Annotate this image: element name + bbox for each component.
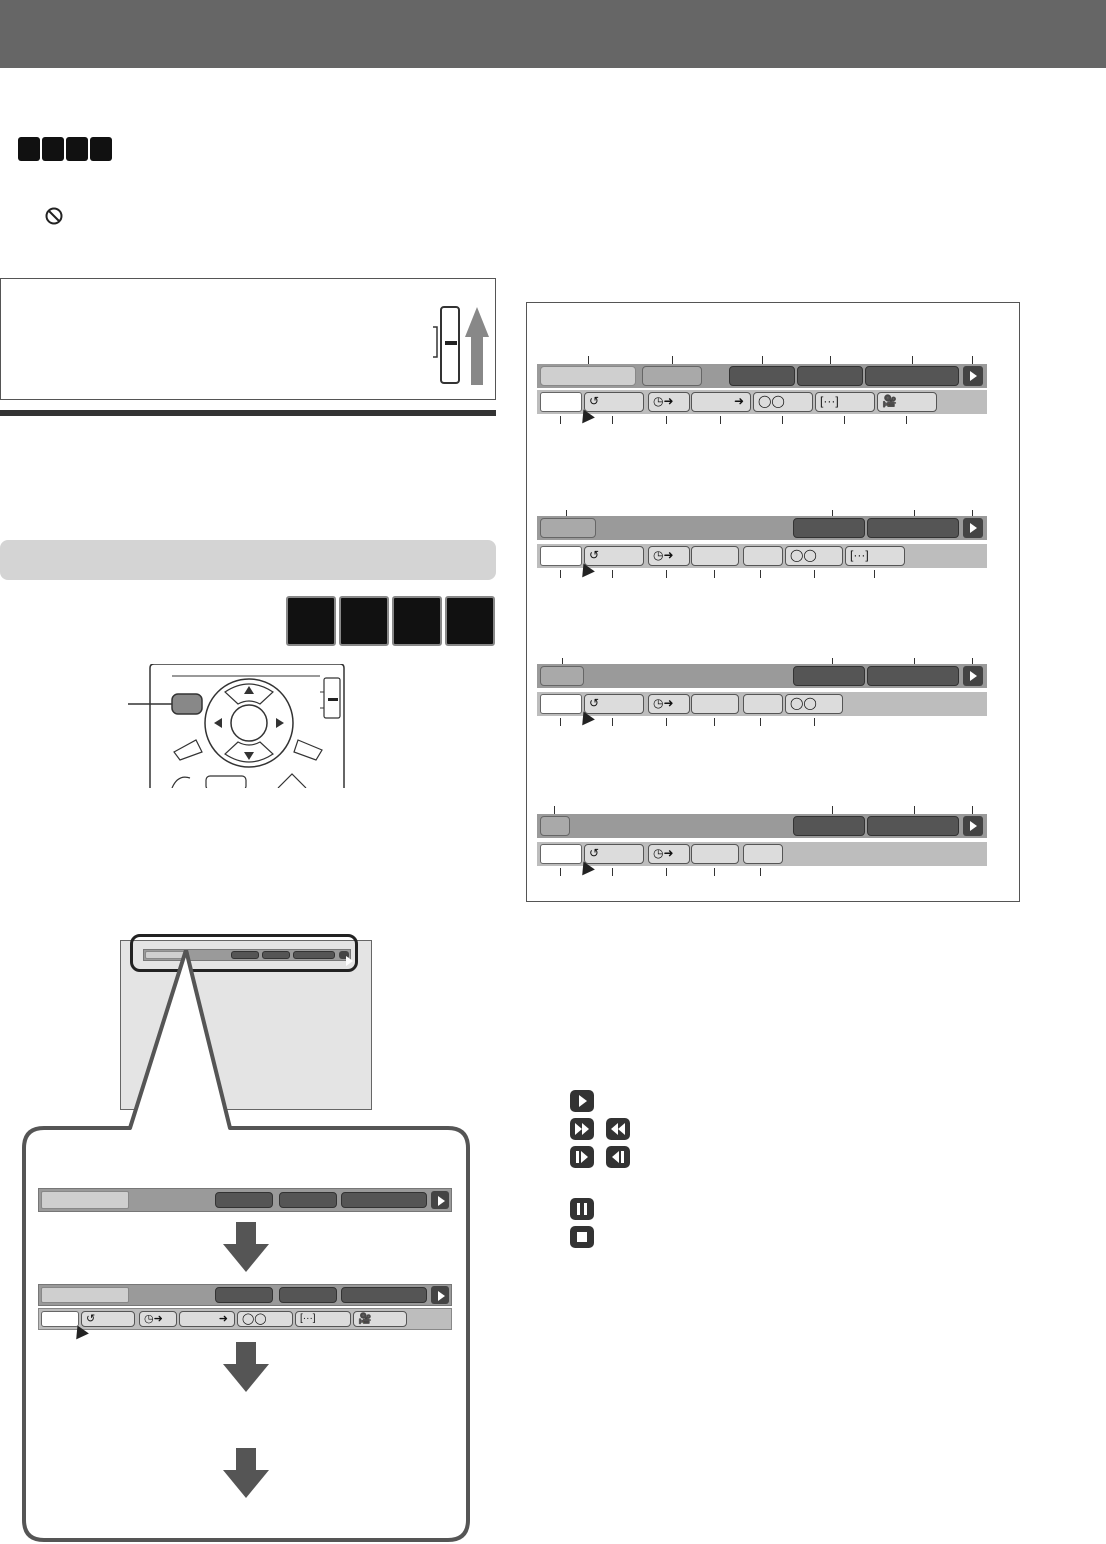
mode-switch-illustration xyxy=(425,301,495,391)
slow-reverse-icon xyxy=(606,1146,630,1168)
disc-type-badges xyxy=(18,137,112,161)
slow-forward-icon xyxy=(570,1146,594,1168)
diagram-4-menu-bar xyxy=(537,814,987,838)
prohibited-circle-icon xyxy=(44,206,64,226)
down-arrow-icon xyxy=(223,1222,269,1272)
callout-menu-bar-2 xyxy=(38,1284,452,1306)
callout-menu-bar-1 xyxy=(38,1188,452,1212)
diagram-1-menu-bar xyxy=(537,364,987,388)
stop-icon xyxy=(570,1226,594,1248)
disc-type-large-badges xyxy=(286,596,496,646)
down-arrow-icon xyxy=(223,1448,269,1498)
callout-sub-bar: ↺ ◷➜ ➜ ◯◯ [···] 🎥 xyxy=(38,1308,452,1330)
section-heading-bar xyxy=(0,540,496,580)
diagram-3-sub-bar: ↺ ◷➜ ◯◯ xyxy=(537,692,987,716)
down-arrow-icon xyxy=(223,1342,269,1392)
diagram-4-sub-bar: ↺ ◷➜ xyxy=(537,842,987,866)
section-rule xyxy=(0,410,496,416)
diagram-3-menu-bar xyxy=(537,664,987,688)
page-header-bar xyxy=(0,0,1106,68)
note-box xyxy=(0,278,496,400)
play-icon xyxy=(570,1090,594,1112)
pause-icon xyxy=(570,1198,594,1220)
remote-control-illustration xyxy=(128,664,350,788)
fast-reverse-icon xyxy=(606,1118,630,1140)
fast-forward-icon xyxy=(570,1118,594,1140)
diagram-2-menu-bar xyxy=(537,516,987,540)
diagram-2-sub-bar: ↺ ◷➜ ◯◯ [···] xyxy=(537,544,987,568)
diagram-1-sub-bar: ↺ ◷➜ ➜ ◯◯ [···] 🎥 xyxy=(537,390,987,414)
